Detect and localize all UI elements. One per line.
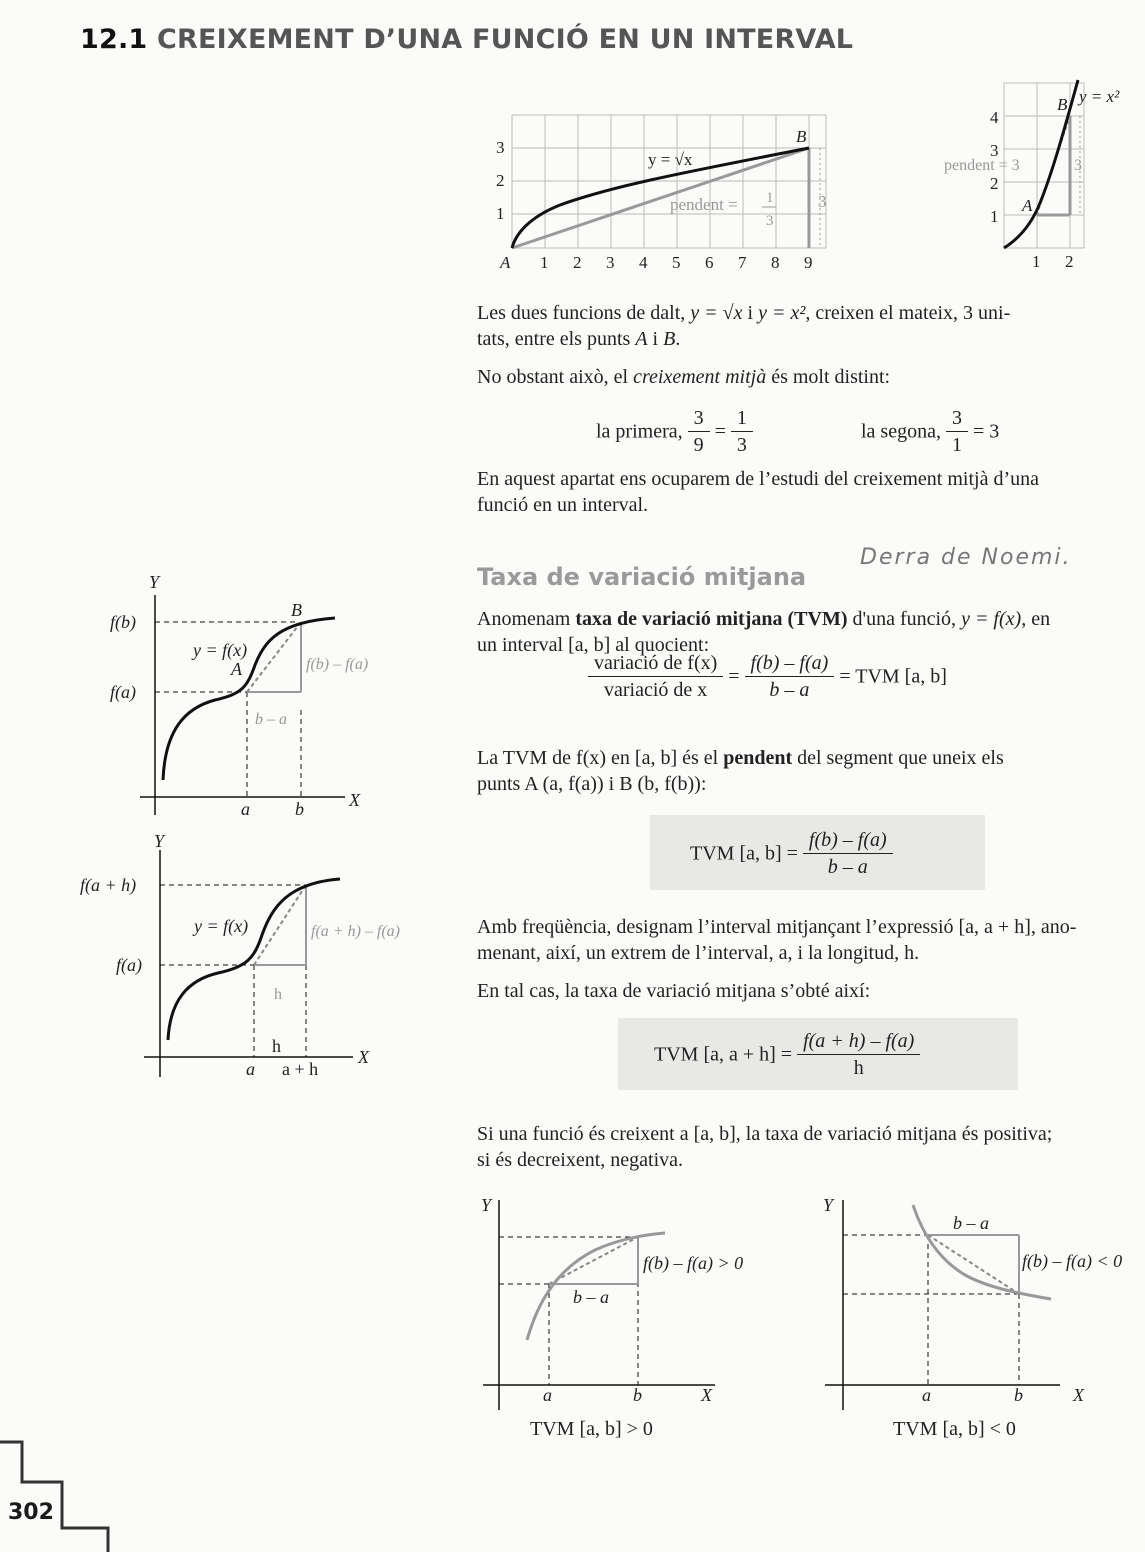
a-label: a <box>241 799 250 819</box>
x-tick: 8 <box>771 253 780 272</box>
interval-paragraph: Amb freqüència, designam l’interval mitjançant l’expressió [a, a + h], ano- menant, així, un extrem de l’interval, a, i la longitud, h. <box>477 916 1077 964</box>
quotient-formula: $\frac{\text{variació de f(x)}}{\text{variació de x}}$ = $\frac{f(b) - f(a)}{b - a}$ = TVM [a, b] <box>588 650 947 703</box>
run-label: b – a <box>255 711 287 728</box>
x-tick: 1 <box>540 253 549 272</box>
point-b-label: B <box>1057 95 1068 114</box>
x-axis-label: X <box>1073 1385 1084 1405</box>
tvm-formula-box: TVM [a, b] = $\frac{f(b) - f(a)}{b - a}$ <box>650 815 985 890</box>
point-b-label: B <box>796 127 807 146</box>
y-axis-label: Y <box>149 572 160 592</box>
increasing-diagram <box>475 1195 795 1445</box>
a-label: a <box>246 1059 255 1079</box>
slope-paragraph: La TVM de f(x) en [a, b] és el pendent del segment que uneix els punts A (a, f(a)) i B (b, f(b)): <box>477 747 1004 795</box>
square-graph <box>940 78 1145 273</box>
point-a-label: A <box>1022 196 1033 215</box>
slope-label: pendent = <box>670 195 738 214</box>
a-label: a <box>922 1385 931 1405</box>
x-tick: 3 <box>606 253 615 272</box>
tvm-h-formula-box: TVM [a, a + h] = $\frac{f(a + h) - f(a)}{h}$ <box>618 1018 1018 1090</box>
page-number: 302 <box>8 1500 54 1525</box>
rise-label: f(b) – f(a) <box>306 656 369 673</box>
slope-label: pendent = 3 <box>944 157 1020 174</box>
run-label: h <box>274 986 282 1003</box>
intro-paragraph: Les dues funcions de dalt, y = √x i y = x², creixen el mateix, 3 uni- tats, entre els punts A i B. <box>477 302 1011 350</box>
x-axis-label: X <box>701 1385 712 1405</box>
y-tick: 1 <box>496 204 505 223</box>
rise-label: f(b) – f(a) > 0 <box>643 1253 744 1273</box>
fah-label: f(a + h) <box>80 875 137 895</box>
y-axis-label: Y <box>481 1195 492 1215</box>
sqrt-graph <box>490 105 835 275</box>
b-label: b <box>1014 1385 1023 1405</box>
case-paragraph: En tal cas, la taxa de variació mitjana s’obté així: <box>477 980 871 1002</box>
y-axis-label: Y <box>823 1195 834 1215</box>
y-tick: 2 <box>990 174 999 193</box>
tvm-h-diagram <box>78 835 438 1080</box>
section-intro: En aquest apartat ens ocuparem de l’estudi del creixement mitjà d’una funció en un interval. <box>477 468 1040 516</box>
section-title: CREIXEMENT D’UNA FUNCIÓ EN UN INTERVAL <box>157 24 854 55</box>
growth-paragraph: No obstant això, el creixement mitjà és molt distint: <box>477 366 891 388</box>
second-growth: la segona, $\frac{3}{1}$ = 3 <box>861 407 1000 456</box>
rise-label: f(b) – f(a) < 0 <box>1022 1251 1123 1271</box>
curve-label: y = x² <box>1079 87 1120 106</box>
y-axis-label: Y <box>154 835 165 851</box>
curve-label: y = √x <box>648 150 693 169</box>
y-tick: 2 <box>496 171 505 190</box>
b-label: b <box>633 1385 642 1405</box>
x-tick: 2 <box>1065 252 1074 271</box>
fa-label: f(a) <box>110 682 136 702</box>
x-axis-label: X <box>358 1047 369 1067</box>
x-tick: 2 <box>573 253 582 272</box>
run-label: b – a <box>573 1287 609 1307</box>
section-heading: Taxa de variació mitjana <box>477 563 807 591</box>
point-b-label: B <box>291 600 302 620</box>
x-tick: 5 <box>672 253 681 272</box>
handwritten-note: Derra de Noemi. <box>860 545 1072 570</box>
y-tick: 3 <box>990 141 999 160</box>
rise-label: f(a + h) – f(a) <box>311 923 400 940</box>
sign-paragraph: Si una funció és creixent a [a, b], la taxa de variació mitjana és positiva; si és decreixent, negativa. <box>477 1123 1053 1171</box>
point-a-label: A <box>500 253 511 272</box>
fa-label: f(a) <box>116 955 142 975</box>
definition-paragraph: Anomenam taxa de variació mitjana (TVM) d'una funció, y = f(x), en un interval [a, b] al quocient: <box>477 608 1051 656</box>
point-a-label: A <box>231 659 242 679</box>
section-number: 12.1 <box>80 24 148 55</box>
run-label: b – a <box>953 1213 989 1233</box>
b-label: b <box>295 799 304 819</box>
y-tick: 4 <box>990 108 999 127</box>
x-tick: 4 <box>639 253 648 272</box>
rise-label: 3 <box>1074 157 1082 174</box>
y-tick: 1 <box>990 207 999 226</box>
ah-label: a + h <box>282 1059 319 1079</box>
slope-numerator: 1 <box>766 190 774 206</box>
x-tick: 6 <box>705 253 714 272</box>
slope-denominator: 3 <box>766 213 774 229</box>
page-corner <box>0 1440 115 1552</box>
caption: TVM [a, b] < 0 <box>893 1418 1016 1440</box>
curve-label: y = f(x) <box>194 916 249 936</box>
caption: TVM [a, b] > 0 <box>530 1418 653 1440</box>
curve-label: y = f(x) <box>193 640 248 660</box>
decreasing-diagram <box>815 1195 1145 1445</box>
a-label: a <box>543 1385 552 1405</box>
fb-label: f(b) <box>110 612 136 632</box>
y-tick: 3 <box>496 138 505 157</box>
first-growth: la primera, $\frac{3}{9}$ = $\frac{1}{3}$ <box>596 405 753 458</box>
x-tick: 7 <box>738 253 747 272</box>
x-tick: 9 <box>804 253 813 272</box>
tvm-diagram <box>105 570 415 820</box>
run-label-axis: h <box>272 1036 281 1056</box>
rise-label: 3 <box>818 192 827 211</box>
x-tick: 1 <box>1032 252 1041 271</box>
page-title <box>80 24 853 55</box>
x-axis-label: X <box>349 790 360 810</box>
